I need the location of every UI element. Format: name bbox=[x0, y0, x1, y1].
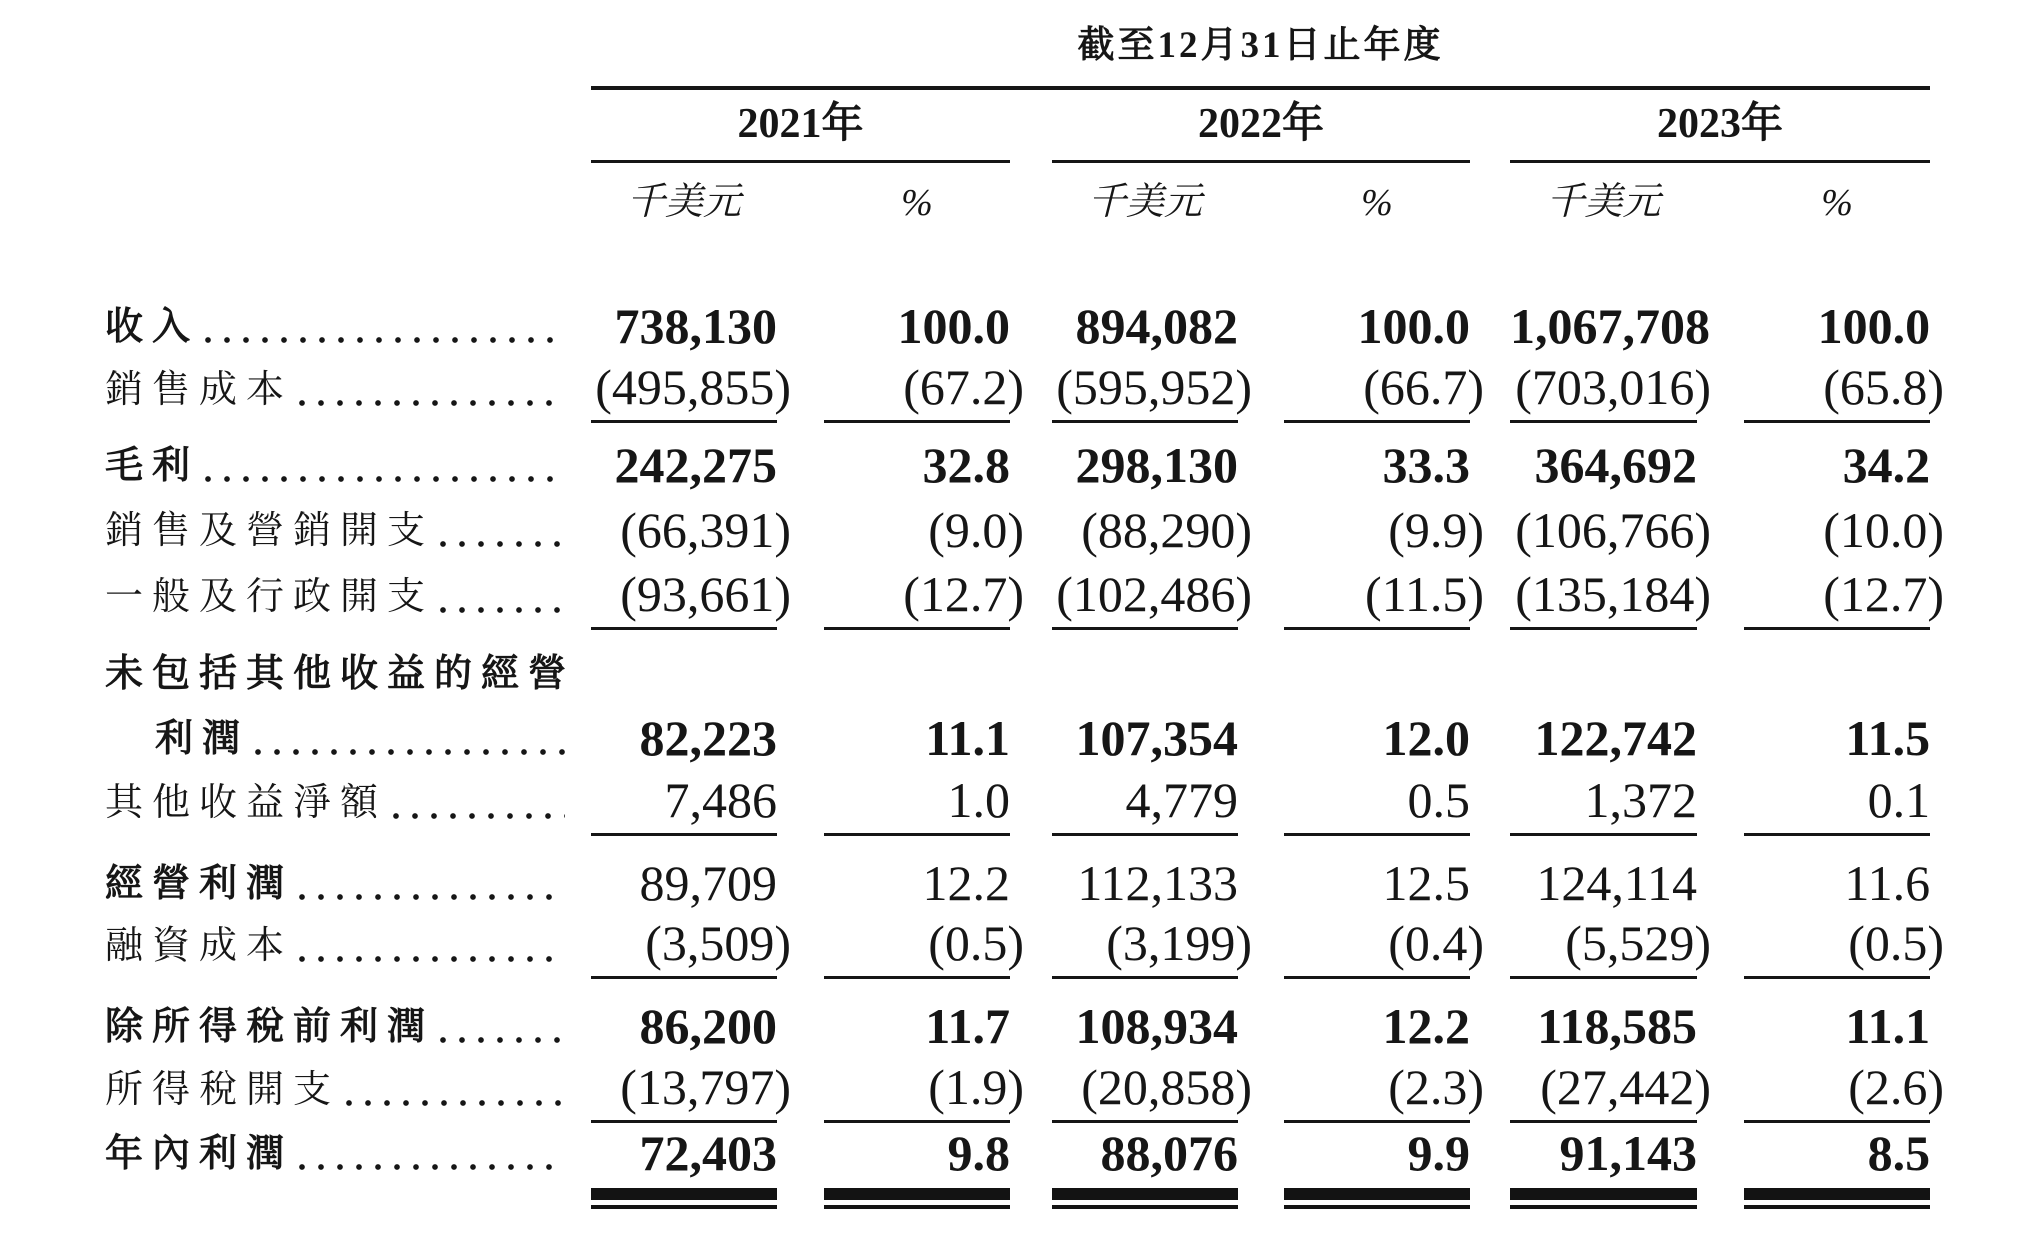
table-row bbox=[0, 162, 1930, 241]
value-cell: 107,354 bbox=[1075, 709, 1238, 766]
value-cell: 112,133 bbox=[1077, 854, 1238, 911]
value-cell: (66,391) bbox=[620, 501, 791, 558]
value-cell: 8.5 bbox=[1867, 1124, 1931, 1181]
row-selling-marketing-expenses bbox=[0, 498, 1930, 563]
dot-leader bbox=[299, 894, 565, 900]
value-cell: (67.2) bbox=[903, 359, 1024, 415]
dot-leader bbox=[440, 607, 565, 613]
value-cell: 34.2 bbox=[1842, 436, 1931, 493]
dot-leader bbox=[346, 1100, 565, 1106]
dot-leader bbox=[299, 956, 565, 962]
row-cost-of-sales bbox=[0, 359, 1930, 422]
value-cell: (3,199) bbox=[1106, 915, 1252, 971]
value-cell: (703,016) bbox=[1515, 359, 1711, 415]
percent-header: % bbox=[1361, 181, 1393, 224]
year-header-2023: 2023年 bbox=[1510, 88, 1930, 162]
dot-leader bbox=[299, 400, 565, 406]
row-label: 年內利潤 bbox=[105, 1132, 294, 1175]
value-cell: (5,529) bbox=[1565, 915, 1711, 971]
dot-leader bbox=[205, 337, 565, 343]
value-cell: 100.0 bbox=[897, 297, 1010, 354]
table-row bbox=[0, 88, 1930, 162]
value-cell: 11.1 bbox=[1845, 997, 1931, 1054]
value-cell: (495,855) bbox=[595, 359, 791, 415]
table-row bbox=[0, 0, 1930, 88]
row-other-gains-net bbox=[0, 771, 1930, 835]
value-cell: 12.2 bbox=[922, 854, 1010, 911]
row-label: 未包括其他收益的經營 bbox=[105, 652, 576, 695]
dot-leader bbox=[440, 1037, 565, 1043]
value-cell: 89,709 bbox=[639, 854, 777, 911]
value-cell: 100.0 bbox=[1357, 297, 1470, 354]
value-cell: 11.7 bbox=[925, 997, 1010, 1054]
value-cell: (0.5) bbox=[1848, 915, 1945, 971]
table-row bbox=[0, 1186, 1930, 1220]
value-cell: (10.0) bbox=[1823, 501, 1945, 558]
value-cell: 1,372 bbox=[1584, 772, 1697, 828]
row-label: 利潤 bbox=[155, 717, 250, 760]
value-cell: 82,223 bbox=[639, 709, 777, 766]
row-label: 其他收益淨額 bbox=[105, 781, 388, 824]
value-cell: (13,797) bbox=[620, 1059, 791, 1115]
value-cell: 9.9 bbox=[1407, 1124, 1470, 1181]
value-cell: 1.0 bbox=[947, 772, 1010, 828]
value-cell: (27,442) bbox=[1540, 1059, 1711, 1115]
value-cell: (2.6) bbox=[1848, 1059, 1945, 1115]
value-cell: (12.7) bbox=[1823, 566, 1945, 622]
value-cell: (93,661) bbox=[620, 566, 791, 622]
value-cell: 0.5 bbox=[1407, 772, 1470, 828]
value-cell: (0.4) bbox=[1388, 915, 1484, 971]
row-label: 收入 bbox=[105, 305, 200, 348]
value-cell: 364,692 bbox=[1534, 436, 1697, 493]
value-cell: 242,275 bbox=[614, 436, 777, 493]
dot-leader bbox=[299, 1164, 565, 1170]
total-double-rule bbox=[591, 1186, 777, 1220]
value-cell: (65.8) bbox=[1823, 359, 1945, 415]
value-cell: 298,130 bbox=[1075, 436, 1238, 493]
value-cell: 108,934 bbox=[1075, 997, 1238, 1054]
value-cell: 12.5 bbox=[1382, 854, 1470, 911]
percent-header: % bbox=[901, 181, 933, 224]
value-cell: 91,143 bbox=[1559, 1124, 1697, 1181]
dot-leader bbox=[440, 541, 565, 547]
value-cell: 124,114 bbox=[1536, 854, 1697, 911]
row-label: 除所得稅前利潤 bbox=[105, 1005, 435, 1048]
value-cell: 7,486 bbox=[664, 772, 777, 828]
value-cell: 118,585 bbox=[1537, 997, 1697, 1054]
value-cell: 1,067,708 bbox=[1510, 297, 1710, 354]
dot-leader bbox=[393, 813, 565, 819]
value-cell: (88,290) bbox=[1081, 501, 1252, 558]
value-cell: 100.0 bbox=[1817, 297, 1931, 354]
year-header-2021: 2021年 bbox=[591, 88, 1010, 162]
value-cell: 72,403 bbox=[639, 1124, 777, 1181]
row-label: 經營利潤 bbox=[105, 862, 294, 905]
value-cell: (135,184) bbox=[1515, 566, 1711, 622]
value-cell: (102,486) bbox=[1056, 566, 1252, 622]
value-cell: (11.5) bbox=[1365, 566, 1484, 622]
unit-header: 千美元 bbox=[1546, 180, 1661, 223]
unit-header: 千美元 bbox=[1087, 180, 1202, 223]
total-double-rule bbox=[1284, 1186, 1470, 1220]
row-label: 一般及行政開支 bbox=[105, 575, 435, 618]
value-cell: 32.8 bbox=[922, 436, 1010, 493]
value-cell: 11.6 bbox=[1844, 854, 1931, 911]
value-cell: 11.5 bbox=[1845, 709, 1931, 766]
value-cell: 894,082 bbox=[1075, 297, 1238, 354]
value-cell: 88,076 bbox=[1100, 1124, 1238, 1181]
value-cell: 122,742 bbox=[1534, 709, 1697, 766]
unit-header: 千美元 bbox=[626, 180, 741, 223]
row-label: 融資成本 bbox=[105, 924, 294, 967]
row-operating-profit-excl-other-gains-line2 bbox=[0, 706, 1930, 771]
value-cell: 11.1 bbox=[925, 709, 1010, 766]
value-cell: 738,130 bbox=[614, 297, 777, 354]
value-cell: 0.1 bbox=[1867, 772, 1931, 828]
value-cell: (9.0) bbox=[928, 501, 1024, 558]
row-operating-profit bbox=[0, 835, 1930, 916]
value-cell: 12.0 bbox=[1382, 709, 1470, 766]
row-profit-before-income-tax bbox=[0, 978, 1930, 1059]
dot-leader bbox=[255, 749, 565, 755]
row-label: 銷售成本 bbox=[105, 368, 294, 411]
total-double-rule bbox=[1510, 1186, 1697, 1220]
percent-header: % bbox=[1821, 181, 1853, 224]
value-cell: (3,509) bbox=[645, 915, 791, 971]
value-cell: (0.5) bbox=[928, 915, 1024, 971]
total-double-rule bbox=[1744, 1186, 1930, 1220]
value-cell: (66.7) bbox=[1363, 359, 1484, 415]
value-cell: 9.8 bbox=[947, 1124, 1010, 1181]
row-income-tax-expense bbox=[0, 1059, 1930, 1122]
row-gross-profit bbox=[0, 422, 1930, 498]
total-double-rule bbox=[1052, 1186, 1238, 1220]
table-row bbox=[0, 241, 1930, 296]
value-cell: 12.2 bbox=[1382, 997, 1470, 1054]
row-general-admin-expenses bbox=[0, 563, 1930, 629]
row-finance-costs bbox=[0, 916, 1930, 978]
value-cell: (106,766) bbox=[1515, 501, 1711, 558]
value-cell: (595,952) bbox=[1056, 359, 1252, 415]
value-cell: 4,779 bbox=[1125, 772, 1238, 828]
dot-leader bbox=[205, 476, 565, 482]
value-cell: (12.7) bbox=[903, 566, 1024, 622]
value-cell: (2.3) bbox=[1388, 1059, 1484, 1115]
value-cell: (1.9) bbox=[928, 1059, 1024, 1115]
value-cell: (9.9) bbox=[1388, 501, 1484, 558]
period-spanner-heading: 截至12月31日止年度 bbox=[591, 0, 1930, 88]
value-cell: 86,200 bbox=[639, 997, 777, 1054]
row-profit-for-year bbox=[0, 1122, 1930, 1186]
value-cell: 33.3 bbox=[1382, 436, 1470, 493]
total-double-rule bbox=[824, 1186, 1010, 1220]
row-label: 毛利 bbox=[105, 444, 200, 487]
row-label: 銷售及營銷開支 bbox=[105, 509, 435, 552]
year-header-2022: 2022年 bbox=[1052, 88, 1470, 162]
row-operating-profit-excl-other-gains-line1 bbox=[0, 629, 1930, 706]
row-revenue bbox=[0, 296, 1930, 359]
row-label: 所得稅開支 bbox=[105, 1068, 341, 1111]
value-cell: (20,858) bbox=[1081, 1059, 1252, 1115]
